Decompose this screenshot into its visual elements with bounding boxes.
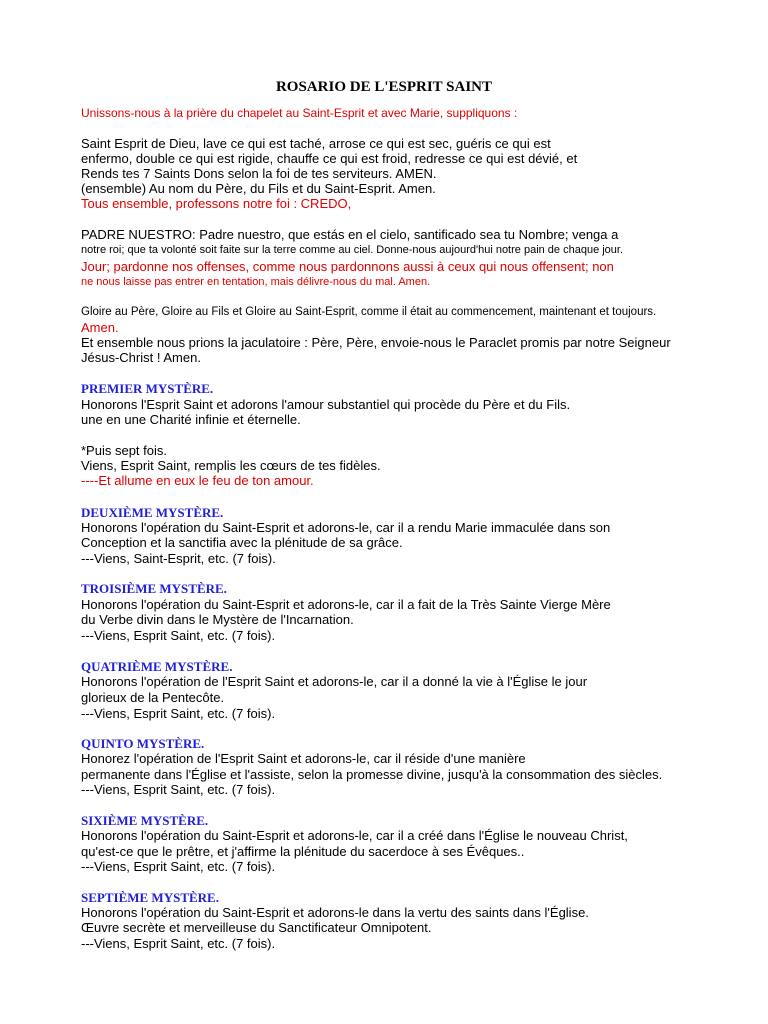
mystery-line: ---Viens, Esprit Saint, etc. (7 fois). (81, 782, 276, 797)
prayer-line: enfermo, double ce qui est rigide, chauffe ce qui est froid, redresse ce qui est dévié, et (81, 151, 578, 166)
mystery-line: permanente dans l'Église et l'assiste, selon la promesse divine, jusqu'à la consommation des siècles. (81, 767, 663, 782)
mystery-line: ---Viens, Esprit Saint, etc. (7 fois). (81, 859, 276, 874)
padre-line: PADRE NUESTRO: Padre nuestro, que estás en el cielo, santificado sea tu Nombre; venga a (81, 227, 619, 242)
mystery-line: qu'est-ce que le prêtre, et j'affirme la plénitude du sacerdoce à ses Évêques.. (81, 844, 525, 859)
mystery-line: Honorons l'Esprit Saint et adorons l'amour substantiel qui procède du Père et du Fils. (81, 397, 571, 412)
prayer-line: (ensemble) Au nom du Père, du Fils et du Saint-Esprit. Amen. (81, 181, 436, 196)
mystery-line: Œuvre secrète et merveilleuse du Sanctificateur Omnipotent. (81, 920, 432, 935)
credo-line: Tous ensemble, professons notre foi : CREDO, (81, 196, 352, 211)
mystery-heading: QUINTO MYSTÈRE. (81, 736, 205, 751)
mystery-line: ---Viens, Esprit Saint, etc. (7 fois). (81, 936, 276, 951)
allume-line: ----Et allume en eux le feu de ton amour. (81, 473, 314, 488)
mystery-heading: TROISIÈME MYSTÈRE. (81, 581, 227, 596)
mystery-line: Honorons l'opération du Saint-Esprit et adorons-le, car il a créé dans l'Église le nouveau Christ, (81, 828, 628, 843)
mystery-line: Conception et la sanctifia avec la plénitude de sa grâce. (81, 535, 403, 550)
mystery-line: ---Viens, Esprit Saint, etc. (7 fois). (81, 628, 276, 643)
padre-line: Jour; pardonne nos offenses, comme nous pardonnons aussi à ceux qui nous offensent; non (81, 259, 614, 274)
mystery-line: ---Viens, Saint-Esprit, etc. (7 fois). (81, 551, 276, 566)
puis-line: *Puis sept fois. (81, 443, 167, 458)
mystery-heading: PREMIER MYSTÈRE. (81, 381, 214, 396)
intro-text: Unissons-nous à la prière du chapelet au Saint-Esprit et avec Marie, suppliquons : (81, 106, 518, 120)
mystery-line: Honorons l'opération de l'Esprit Saint et adorons-le, car il a donné la vie à l'Église le jour (81, 674, 588, 689)
mystery-line: Honorez l'opération de l'Esprit Saint et adorons-le, car il réside d'une manière (81, 751, 526, 766)
mystery-line: glorieux de la Pentecôte. (81, 690, 225, 705)
mystery-heading: DEUXIÈME MYSTÈRE. (81, 505, 224, 520)
mystery-line: une en une Charité infinie et éternelle. (81, 412, 301, 427)
mystery-line: Honorons l'opération du Saint-Esprit et adorons-le, car il a fait de la Très Sainte Vierge Mère (81, 597, 611, 612)
jaculatoire-line: Et ensemble nous prions la jaculatoire : Père, Père, envoie-nous le Paraclet promis par notre Seigneur (81, 335, 671, 350)
jaculatoire-line: Jésus-Christ ! Amen. (81, 350, 201, 365)
mystery-heading: SIXIÈME MYSTÈRE. (81, 813, 209, 828)
mystery-line: Honorons l'opération du Saint-Esprit et adorons-le, car il a rendu Marie immaculée dans son (81, 520, 611, 535)
gloire-line: Gloire au Père, Gloire au Fils et Gloire au Saint-Esprit, comme il était au commencement, maintenant et toujours. (81, 306, 657, 318)
mystery-line: du Verbe divin dans le Mystère de l'Incarnation. (81, 612, 354, 627)
prayer-line: Saint Esprit de Dieu, lave ce qui est taché, arrose ce qui est sec, guéris ce qui est (81, 136, 551, 151)
amen-line: Amen. (81, 320, 119, 335)
padre-line: ne nous laisse pas entrer en tentation, mais délivre-nous du mal. Amen. (81, 276, 431, 288)
viens-line: Viens, Esprit Saint, remplis les cœurs de tes fidèles. (81, 458, 381, 473)
padre-line: notre roi; que ta volonté soit faite sur la terre comme au ciel. Donne-nous aujourd'hui notre pain de chaque jour. (81, 244, 624, 256)
mystery-line: Honorons l'opération du Saint-Esprit et adorons-le dans la vertu des saints dans l'Église. (81, 905, 589, 920)
page-title: ROSARIO DE L'ESPRIT SAINT (275, 79, 493, 95)
prayer-line: Rends tes 7 Saints Dons selon la foi de tes serviteurs. AMEN. (81, 166, 437, 181)
mystery-line: ---Viens, Esprit Saint, etc. (7 fois). (81, 706, 276, 721)
mystery-heading: SEPTIÈME MYSTÈRE. (81, 890, 219, 905)
mystery-heading: QUATRIÈME MYSTÈRE. (81, 659, 233, 674)
